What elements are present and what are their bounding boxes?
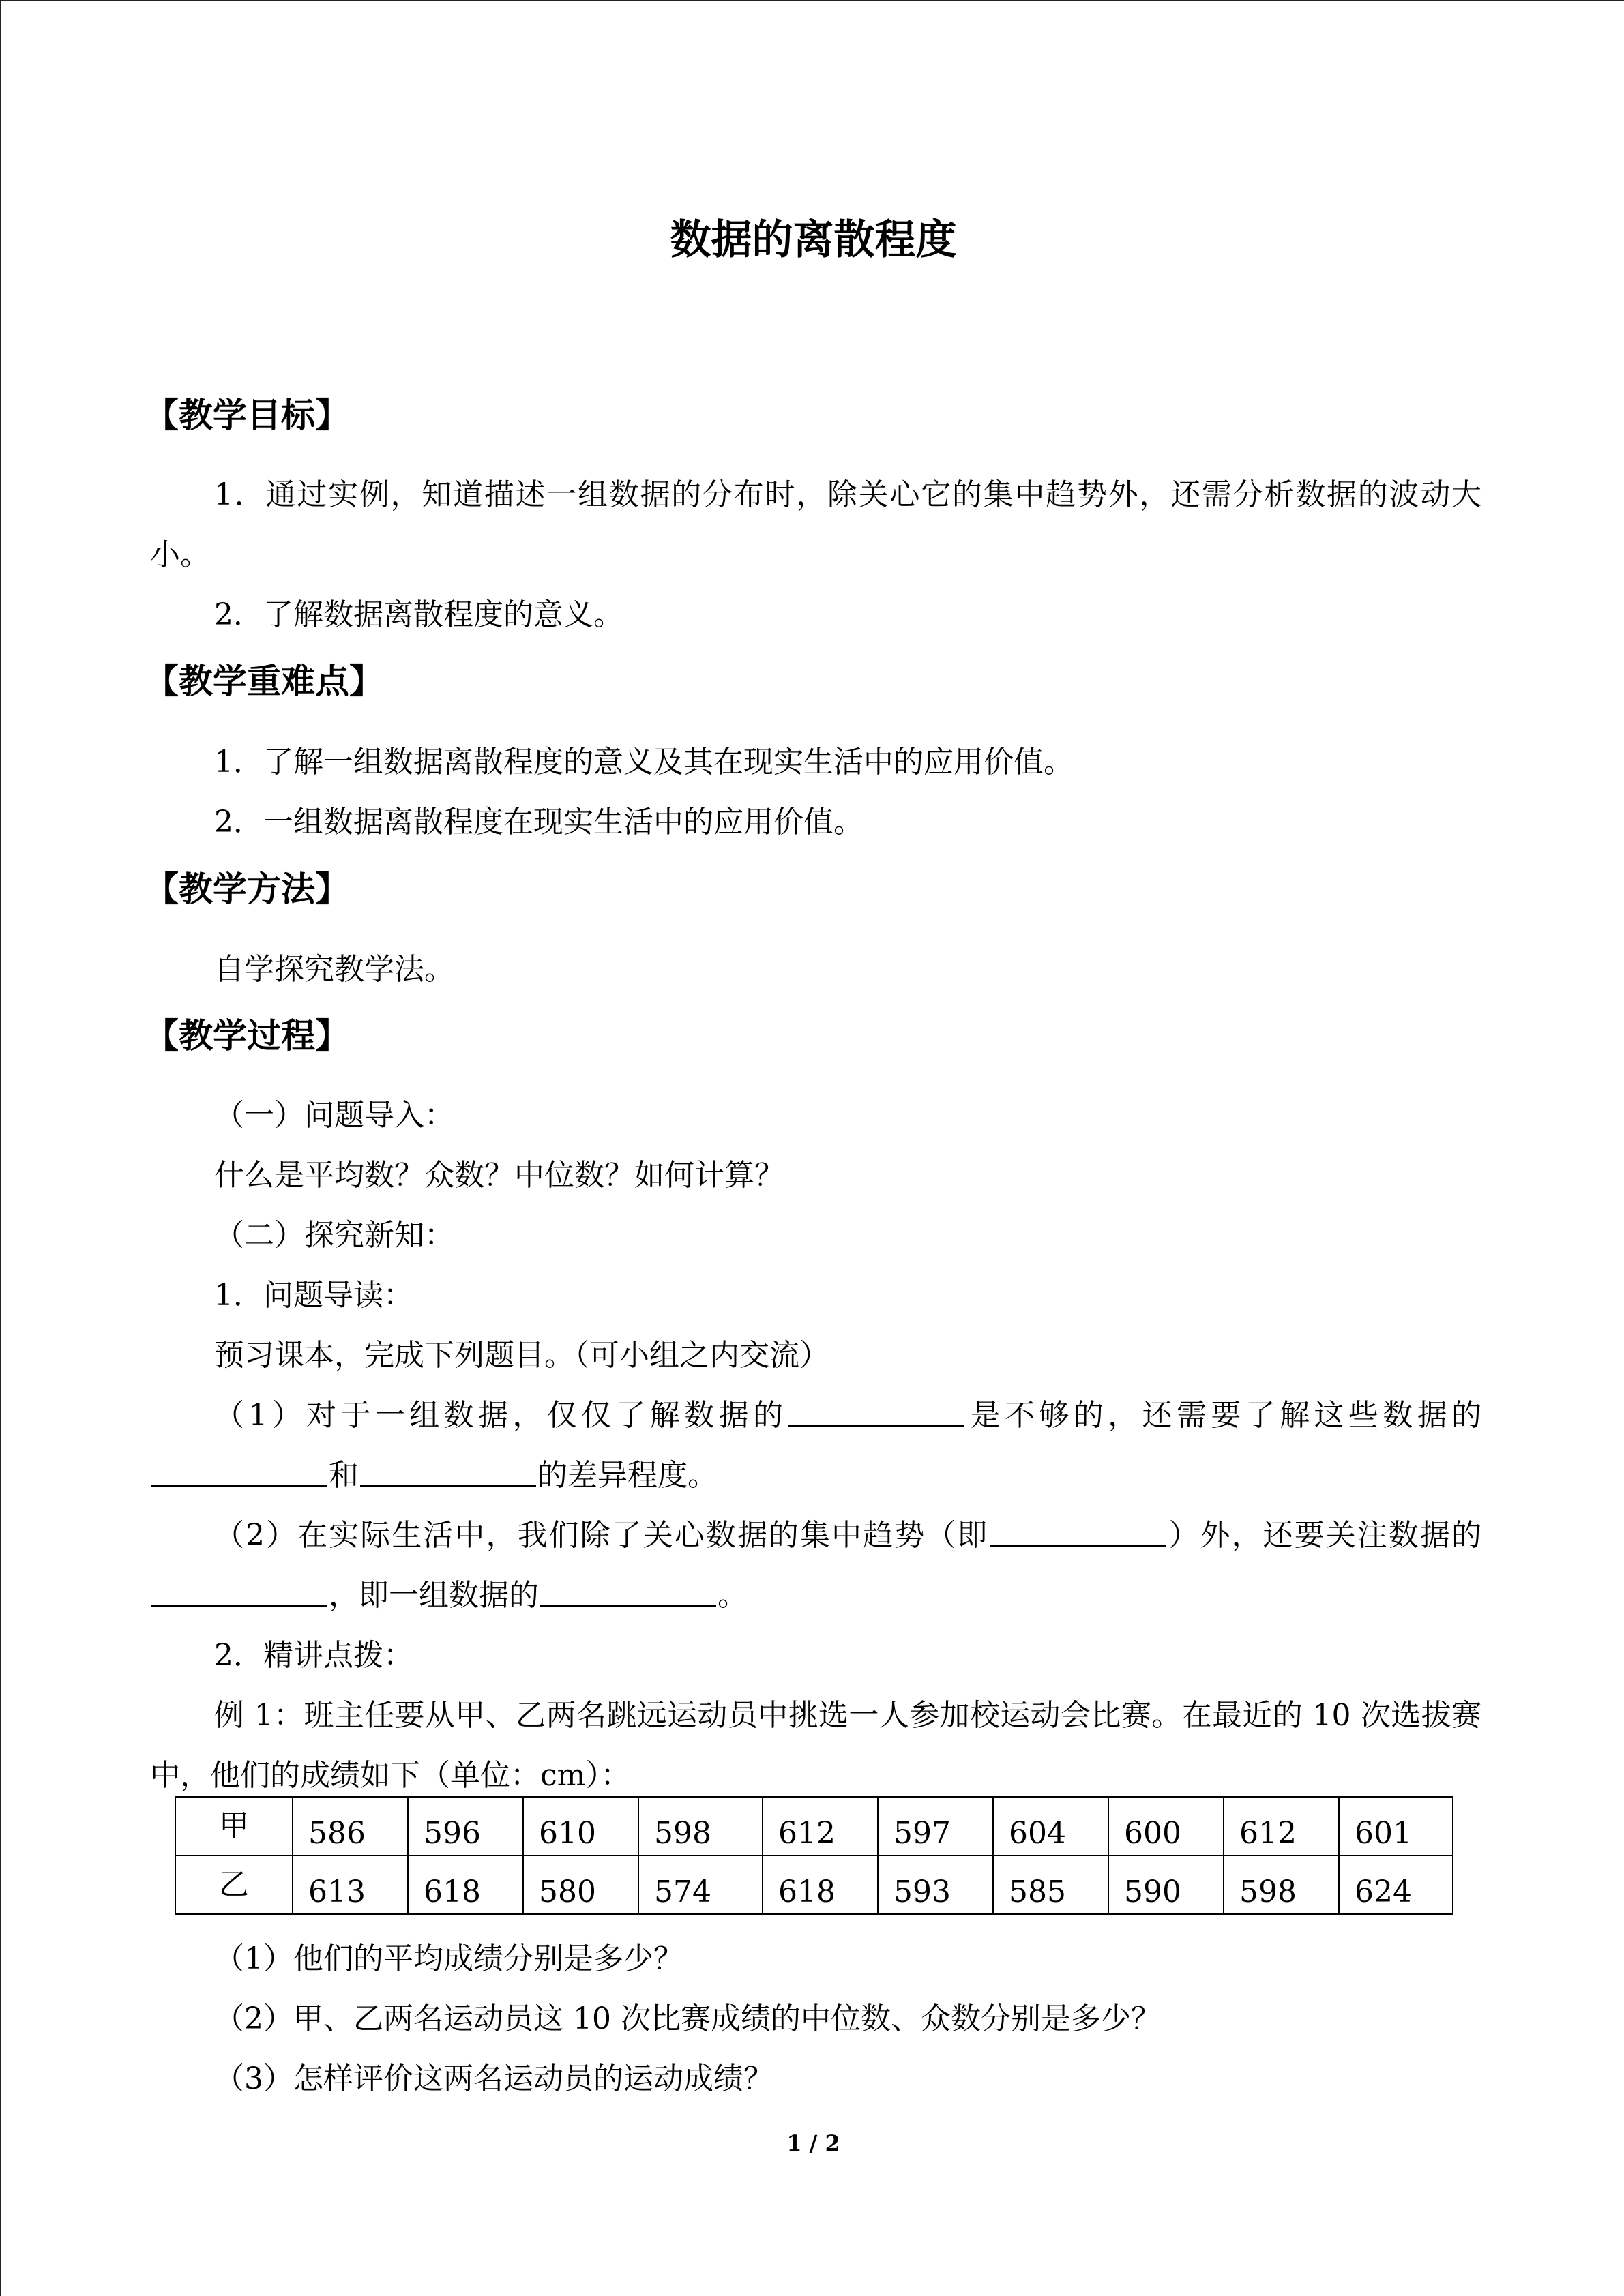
guide-text: 预习课本，完成下列题目。（可小组之内交流） (214, 1338, 829, 1373)
explore-label: （二）探究新知： (214, 1218, 454, 1253)
table-cell: 618 (763, 1855, 878, 1914)
table-cell: 590 (1108, 1855, 1224, 1914)
question-2: （2）甲、乙两名运动员这 10 次比赛成绩的中位数、众数分别是多少？ (214, 2001, 1161, 2036)
example-text: 例 1：班主任要从甲、乙两名跳远运动员中挑选一人参加校运动会比赛。在最近的 10 次选拔赛中，他们的成绩如下（单位：cm）： (150, 1698, 1481, 1793)
table-cell: 597 (878, 1797, 993, 1855)
row-label: 乙 (175, 1855, 293, 1914)
q2-text-1: （2）在实际生活中，我们除了关心数据的集中趋势（即 (214, 1518, 989, 1553)
table-cell: 601 (1339, 1797, 1453, 1855)
method-text: 自学探究教学法。 (214, 952, 454, 987)
question-1: （1）他们的平均成绩分别是多少？ (214, 1941, 683, 1976)
goals-heading: 【教学目标】 (145, 395, 349, 435)
page-title: 数据的离散程度 (670, 216, 957, 264)
table-cell: 618 (408, 1855, 523, 1914)
guide-label: 1．问题导读： (214, 1278, 413, 1313)
key-point-item-2: 2．一组数据离散程度在现实生活中的应用价值。 (214, 805, 863, 839)
table-cell: 598 (638, 1797, 763, 1855)
answer-blank[interactable] (151, 1605, 327, 1607)
goal-item-1: 1．通过实例，知道描述一组数据的分布时，除关心它的集中趋势外，还需分析数据的波动大小。 (150, 477, 1481, 572)
q1-text-2: 是不够的，还需要了解这些数据的 (966, 1398, 1481, 1433)
q1-text-3: 和 (329, 1458, 359, 1493)
table-cell: 612 (1224, 1797, 1339, 1855)
key-point-item-1: 1．了解一组数据离散程度的意义及其在现实生活中的应用价值。 (214, 745, 1074, 779)
fill-question-2 (150, 1506, 1481, 1626)
goal-item-2: 2．了解数据离散程度的意义。 (214, 597, 623, 632)
table-cell: 580 (523, 1855, 638, 1914)
score-table (175, 1796, 1453, 1915)
answer-blank[interactable] (360, 1485, 536, 1487)
table-row (175, 1855, 1453, 1914)
answer-blank[interactable] (788, 1425, 964, 1427)
q2-text-4: 。 (718, 1578, 748, 1613)
table-cell: 596 (408, 1797, 523, 1855)
table-cell: 604 (993, 1797, 1108, 1855)
key-points-heading: 【教学重难点】 (145, 661, 383, 701)
table-cell: 610 (523, 1797, 638, 1855)
page-number: 1 / 2 (786, 2130, 840, 2156)
row-label: 甲 (175, 1797, 293, 1855)
intro-label: （一）问题导入： (214, 1098, 454, 1133)
answer-blank[interactable] (990, 1545, 1166, 1547)
table-cell: 600 (1108, 1797, 1224, 1855)
process-heading: 【教学过程】 (145, 1015, 349, 1056)
table-row (175, 1797, 1453, 1855)
answer-blank[interactable] (151, 1485, 327, 1487)
table-cell: 613 (293, 1855, 408, 1914)
table-cell: 574 (638, 1855, 763, 1914)
q2-text-2: ）外，还要关注数据的 (1167, 1518, 1481, 1553)
intro-question: 什么是平均数？众数？中位数？如何计算？ (214, 1158, 784, 1193)
table-cell: 593 (878, 1855, 993, 1914)
q1-text-1: （1）对于一组数据，仅仅了解数据的 (214, 1398, 788, 1433)
method-heading: 【教学方法】 (145, 869, 349, 909)
table-cell: 586 (293, 1797, 408, 1855)
table-cell: 598 (1224, 1855, 1339, 1914)
table-cell: 624 (1339, 1855, 1453, 1914)
question-3: （3）怎样评价这两名运动员的运动成绩？ (214, 2061, 773, 2096)
q1-text-4: 的差异程度。 (537, 1458, 718, 1493)
lecture-label: 2．精讲点拨： (214, 1638, 413, 1673)
fill-question-1 (150, 1386, 1481, 1506)
table-cell: 612 (763, 1797, 878, 1855)
table-cell: 585 (993, 1855, 1108, 1914)
answer-blank[interactable] (540, 1605, 716, 1607)
q2-text-3: ，即一组数据的 (329, 1578, 539, 1613)
